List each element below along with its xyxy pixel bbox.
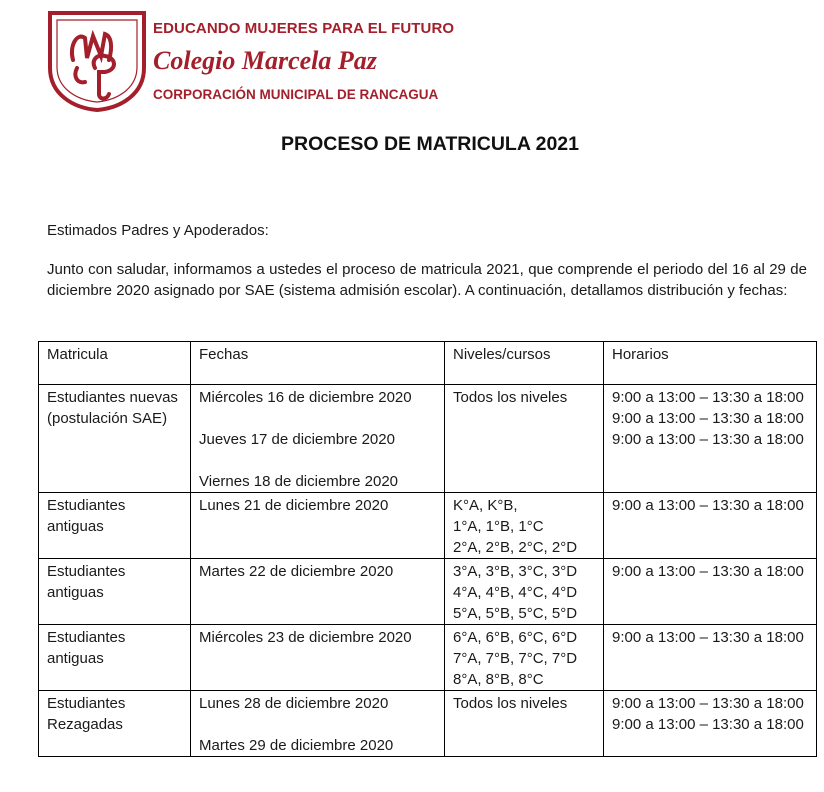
- cell-matricula: Estudiantes antiguas: [39, 493, 191, 559]
- cell-fechas: [191, 625, 445, 691]
- cell-horarios: [604, 691, 817, 757]
- school-tagline: EDUCANDO MUJERES PARA EL FUTURO: [153, 20, 455, 37]
- date-entry: Jueves 17 de diciembre 2020: [199, 431, 395, 448]
- cell-matricula: Estudiantes Rezagadas: [39, 691, 191, 757]
- schedule-entry: 9:00 a 13:00 – 13:30 a 18:00: [612, 563, 804, 580]
- document-title: PROCESO DE MATRICULA 2021: [281, 133, 579, 155]
- level-entry: 2°A, 2°B, 2°C, 2°D: [453, 539, 578, 556]
- school-crest-logo: [47, 10, 147, 112]
- schedule-entry: 9:00 a 13:00 – 13:30 a 18:00: [612, 431, 804, 448]
- intro-paragraph: Junto con saludar, informamos a ustedes el proceso de matricula 2021, que comprende el periodo del 16 al 29 de diciembre 2020 asignado por SAE (sistema admisión escolar). A continuación, detallamos distribución y fechas:: [47, 261, 807, 299]
- level-entry: 4°A, 4°B, 4°C, 4°D: [453, 584, 578, 601]
- table-row: [39, 625, 817, 691]
- level-entry: 8°A, 8°B, 8°C: [453, 671, 544, 688]
- column-header-niveles: Niveles/cursos: [445, 342, 604, 385]
- level-entry: 7°A, 7°B, 7°C, 7°D: [453, 650, 578, 667]
- date-entry: Miércoles 16 de diciembre 2020: [199, 389, 412, 406]
- date-entry: Miércoles 23 de diciembre 2020: [199, 629, 412, 646]
- date-entry: Lunes 28 de diciembre 2020: [199, 695, 389, 712]
- cell-fechas: [191, 691, 445, 757]
- schedule-entry: 9:00 a 13:00 – 13:30 a 18:00: [612, 716, 804, 733]
- level-entry: 5°A, 5°B, 5°C, 5°D: [453, 605, 578, 622]
- cell-niveles: [445, 625, 604, 691]
- cell-matricula: Estudiantes antiguas: [39, 625, 191, 691]
- schedule-entry: 9:00 a 13:00 – 13:30 a 18:00: [612, 389, 804, 406]
- greeting: Estimados Padres y Apoderados:: [47, 222, 269, 239]
- level-entry: Todos los niveles: [453, 389, 568, 406]
- level-entry: 6°A, 6°B, 6°C, 6°D: [453, 629, 578, 646]
- level-entry: 1°A, 1°B, 1°C: [453, 518, 544, 535]
- schedule-entry: 9:00 a 13:00 – 13:30 a 18:00: [612, 497, 804, 514]
- table-row: [39, 493, 817, 559]
- cell-horarios: [604, 493, 817, 559]
- enrollment-schedule-table: [38, 341, 817, 757]
- schedule-entry: 9:00 a 13:00 – 13:30 a 18:00: [612, 695, 804, 712]
- date-entry: Viernes 18 de diciembre 2020: [199, 473, 399, 490]
- schedule-entry: 9:00 a 13:00 – 13:30 a 18:00: [612, 629, 804, 646]
- cell-fechas: [191, 559, 445, 625]
- column-header-matricula: Matricula: [39, 342, 191, 385]
- table-row: [39, 385, 817, 493]
- column-header-horarios: Horarios: [604, 342, 817, 385]
- level-entry: K°A, K°B,: [453, 497, 518, 514]
- cell-niveles: [445, 385, 604, 493]
- level-entry: Todos los niveles: [453, 695, 568, 712]
- table-header-row: [39, 342, 817, 385]
- schedule-entry: 9:00 a 13:00 – 13:30 a 18:00: [612, 410, 804, 427]
- date-entry: Lunes 21 de diciembre 2020: [199, 497, 389, 514]
- cell-horarios: [604, 385, 817, 493]
- school-name: Colegio Marcela Paz: [153, 46, 377, 75]
- cell-horarios: [604, 625, 817, 691]
- school-corporation: CORPORACIÓN MUNICIPAL DE RANCAGUA: [153, 87, 439, 102]
- cell-horarios: [604, 559, 817, 625]
- cell-fechas: [191, 385, 445, 493]
- date-entry: Martes 22 de diciembre 2020: [199, 563, 394, 580]
- letterhead: [47, 10, 455, 112]
- table-row: [39, 559, 817, 625]
- cell-matricula: Estudiantes nuevas (postulación SAE): [39, 385, 191, 493]
- cell-niveles: [445, 691, 604, 757]
- table-row: [39, 691, 817, 757]
- cell-niveles: [445, 559, 604, 625]
- cell-matricula: Estudiantes antiguas: [39, 559, 191, 625]
- cell-fechas: [191, 493, 445, 559]
- column-header-fechas: Fechas: [191, 342, 445, 385]
- cell-niveles: [445, 493, 604, 559]
- level-entry: 3°A, 3°B, 3°C, 3°D: [453, 563, 578, 580]
- date-entry: Martes 29 de diciembre 2020: [199, 737, 394, 754]
